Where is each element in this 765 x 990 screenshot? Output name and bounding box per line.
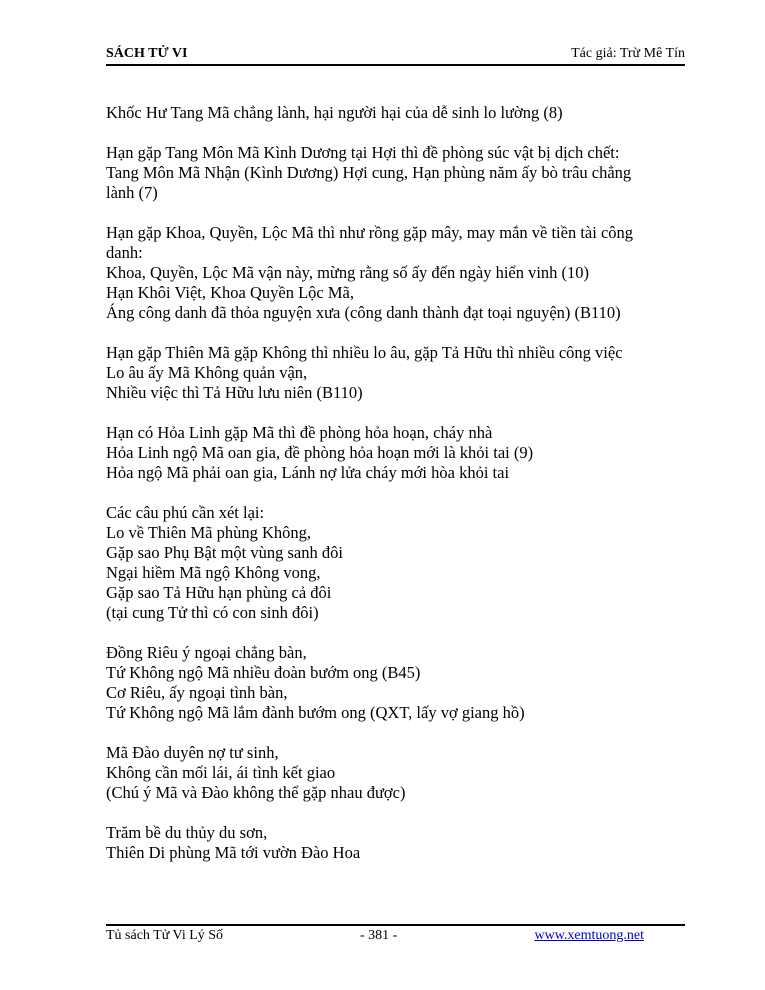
text-line: Khoa, Quyền, Lộc Mã vận này, mừng rằng số ấy đến ngày hiển vinh (10) [106, 263, 590, 282]
text-line: Tứ Không ngộ Mã nhiều đoàn bướm ong (B45) [106, 663, 421, 682]
text-line: Đồng Riêu ý ngoại chẳng bàn, [106, 643, 307, 662]
paragraph [106, 423, 685, 483]
text-line: Khốc Hư Tang Mã chẳng lành, hại người hại của dễ sinh lo lường (8) [106, 103, 563, 122]
text-line: (tại cung Tử thì có con sinh đôi) [106, 603, 319, 622]
paragraph [106, 503, 685, 623]
text-line: Mã Đào duyên nợ tư sinh, [106, 743, 279, 762]
page-header [106, 44, 685, 64]
text-line: Nhiều việc thì Tả Hữu lưu niên (B110) [106, 383, 363, 402]
page-number: - 381 - [360, 928, 398, 943]
text-line: Hạn có Hỏa Linh gặp Mã thì đề phòng hỏa hoạn, cháy nhà [106, 423, 493, 442]
text-line: Không cần mối lái, ái tình kết giao [106, 763, 336, 782]
paragraph [106, 103, 685, 123]
text-line: Gặp sao Phụ Bật một vùng sanh đôi [106, 543, 343, 562]
text-line: Các câu phú cần xét lại: [106, 503, 265, 522]
series-name: Tủ sách Tử Vi Lý Số [106, 928, 224, 943]
book-title: SÁCH TỬ VI [106, 46, 188, 61]
text-line: Cơ Riêu, ấy ngoại tình bàn, [106, 683, 288, 702]
text-line: Tang Môn Mã Nhận (Kình Dương) Hợi cung, Hạn phùng năm ấy bò trâu chẳng [106, 163, 632, 182]
text-line: Hạn gặp Tang Môn Mã Kình Dương tại Hợi thì đề phòng súc vật bị dịch chết: [106, 143, 620, 162]
text-line: Gặp sao Tả Hữu hạn phùng cả đôi [106, 583, 332, 602]
text-line: Hỏa ngộ Mã phải oan gia, Lánh nợ lửa cháy mới hòa khỏi tai [106, 463, 510, 482]
paragraph [106, 823, 685, 863]
text-line: Thiên Di phùng Mã tới vườn Đào Hoa [106, 843, 361, 862]
text-line: Tứ Không ngộ Mã lắm đành bướm ong (QXT, lấy vợ giang hồ) [106, 703, 525, 722]
text-line: Hạn gặp Thiên Mã gặp Không thì nhiều lo âu, gặp Tả Hữu thì nhiều công việc [106, 343, 623, 362]
text-line: Hỏa Linh ngộ Mã oan gia, đề phòng hỏa hoạn mới là khỏi tai (9) [106, 443, 534, 462]
text-line: Trăm bề du thủy du sơn, [106, 823, 268, 842]
website-link[interactable]: www.xemtuong.net [534, 928, 644, 943]
text-line: Lo về Thiên Mã phùng Không, [106, 523, 312, 542]
paragraph [106, 143, 685, 203]
text-line: (Chú ý Mã và Đào không thể gặp nhau được) [106, 783, 406, 802]
text-line: danh: [106, 243, 143, 262]
paragraph [106, 223, 685, 323]
text-line: Hạn Khôi Việt, Khoa Quyền Lộc Mã, [106, 283, 354, 302]
author-label: Tác giả: Trừ Mê Tín [571, 46, 685, 61]
text-line: Ngại hiềm Mã ngộ Không vong, [106, 563, 321, 582]
paragraph [106, 743, 685, 803]
text-line: lành (7) [106, 183, 158, 202]
text-line: Áng công danh đã thỏa nguyện xưa (công danh thành đạt toại nguyện) (B110) [106, 303, 621, 322]
text-line: Lo âu ấy Mã Không quản vận, [106, 363, 308, 382]
paragraph [106, 343, 685, 403]
footer-divider [106, 924, 685, 926]
page-body [106, 103, 685, 883]
header-divider [106, 64, 685, 66]
paragraph [106, 643, 685, 723]
text-line: Hạn gặp Khoa, Quyền, Lộc Mã thì như rồng gặp mây, may mắn về tiền tài công [106, 223, 634, 242]
page-footer [106, 928, 685, 948]
